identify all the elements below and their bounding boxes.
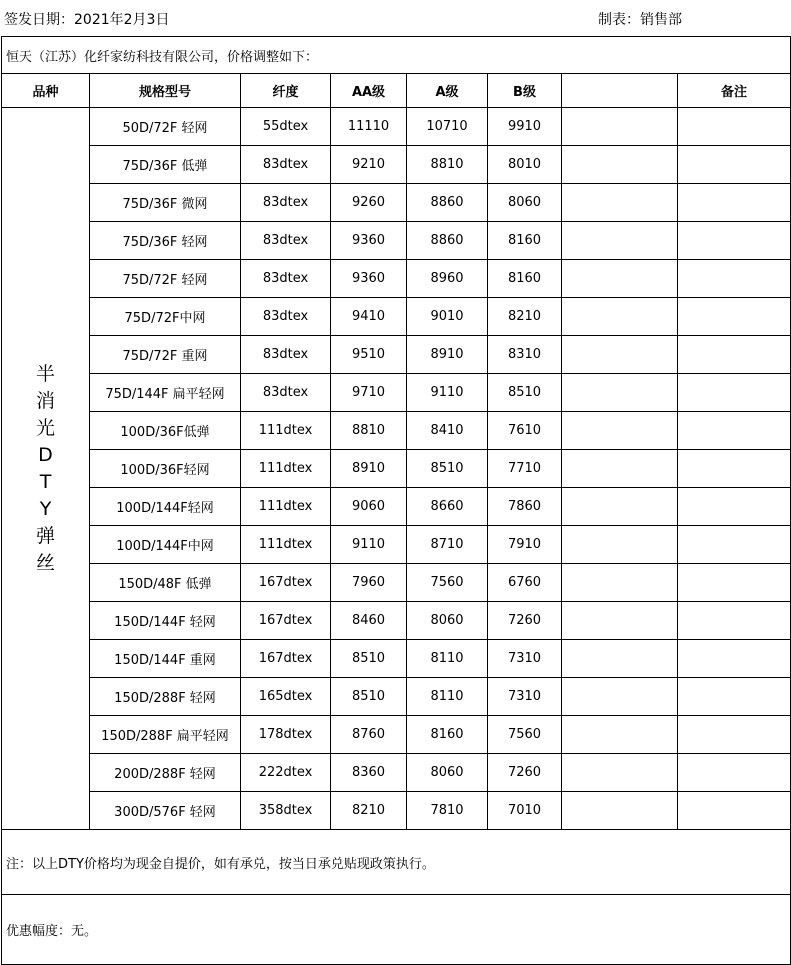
b-price-cell: 7310 [488, 678, 562, 716]
denier-cell: 111dtex [241, 412, 331, 450]
table-row [2, 526, 791, 564]
table-row [2, 678, 791, 716]
blank-cell [562, 146, 678, 184]
blank-cell [562, 678, 678, 716]
aa-price-cell: 9410 [331, 298, 407, 336]
spec-cell: 75D/72F 重网 [90, 336, 241, 374]
table-row [2, 374, 791, 412]
blank-cell [562, 716, 678, 754]
remarks-cell [678, 450, 791, 488]
aa-price-cell: 9260 [331, 184, 407, 222]
table-row [2, 640, 791, 678]
b-price-cell: 7610 [488, 412, 562, 450]
table-row [2, 336, 791, 374]
col-header-spec: 规格型号 [90, 74, 241, 108]
denier-cell: 111dtex [241, 450, 331, 488]
table-row [2, 488, 791, 526]
remarks-cell [678, 678, 791, 716]
variety-char: 弹 [35, 524, 55, 547]
variety-char: 半 [35, 362, 55, 385]
aa-price-cell: 9510 [331, 336, 407, 374]
variety-char: T [39, 470, 52, 493]
b-price-cell: 8160 [488, 222, 562, 260]
denier-cell: 83dtex [241, 222, 331, 260]
b-price-cell: 7910 [488, 526, 562, 564]
blank-cell [562, 374, 678, 412]
table-row [2, 412, 791, 450]
aa-price-cell: 9210 [331, 146, 407, 184]
a-price-cell: 8960 [407, 260, 488, 298]
b-price-cell: 8160 [488, 260, 562, 298]
blank-cell [562, 564, 678, 602]
blank-cell [562, 640, 678, 678]
denier-cell: 167dtex [241, 640, 331, 678]
blank-cell [562, 298, 678, 336]
table-row [2, 754, 791, 792]
blank-cell [562, 792, 678, 830]
col-header-denier: 纤度 [241, 74, 331, 108]
b-price-cell: 8310 [488, 336, 562, 374]
b-price-cell: 9910 [488, 108, 562, 146]
remarks-cell [678, 222, 791, 260]
remarks-cell [678, 754, 791, 792]
remarks-cell [678, 184, 791, 222]
table-row [2, 260, 791, 298]
blank-cell [562, 450, 678, 488]
blank-cell [562, 222, 678, 260]
col-header-variety: 品种 [2, 74, 90, 108]
a-price-cell: 8860 [407, 222, 488, 260]
intro-text: 恒天（江苏）化纤家纺科技有限公司，价格调整如下： [2, 37, 791, 74]
denier-cell: 111dtex [241, 488, 331, 526]
spec-cell: 75D/36F 低弹 [90, 146, 241, 184]
a-price-cell: 8710 [407, 526, 488, 564]
aa-price-cell: 8460 [331, 602, 407, 640]
remarks-cell [678, 108, 791, 146]
variety-char: 丝 [35, 551, 55, 574]
blank-cell [562, 488, 678, 526]
denier-cell: 111dtex [241, 526, 331, 564]
blank-cell [562, 412, 678, 450]
spec-cell: 150D/288F 轻网 [90, 678, 241, 716]
a-price-cell: 8110 [407, 678, 488, 716]
a-price-cell: 8160 [407, 716, 488, 754]
header-row [2, 74, 791, 108]
col-header-blank [562, 74, 678, 108]
a-price-cell: 7560 [407, 564, 488, 602]
variety-char: D [38, 443, 53, 466]
blank-cell [562, 602, 678, 640]
aa-price-cell: 11110 [331, 108, 407, 146]
spec-cell: 75D/72F中网 [90, 298, 241, 336]
denier-cell: 165dtex [241, 678, 331, 716]
b-price-cell: 8060 [488, 184, 562, 222]
b-price-cell: 7260 [488, 754, 562, 792]
a-price-cell: 8660 [407, 488, 488, 526]
denier-cell: 83dtex [241, 260, 331, 298]
b-price-cell: 8510 [488, 374, 562, 412]
spec-cell: 150D/144F 重网 [90, 640, 241, 678]
table-row [2, 716, 791, 754]
table-row [2, 450, 791, 488]
spec-cell: 100D/144F轻网 [90, 488, 241, 526]
aa-price-cell: 9360 [331, 222, 407, 260]
b-price-cell: 8010 [488, 146, 562, 184]
variety-char: 光 [35, 416, 55, 439]
remarks-cell [678, 260, 791, 298]
remarks-cell [678, 412, 791, 450]
denier-cell: 83dtex [241, 146, 331, 184]
a-price-cell: 8110 [407, 640, 488, 678]
remarks-cell [678, 602, 791, 640]
col-header-aa: AA级 [331, 74, 407, 108]
aa-price-cell: 8910 [331, 450, 407, 488]
a-price-cell: 10710 [407, 108, 488, 146]
aa-price-cell: 8360 [331, 754, 407, 792]
aa-price-cell: 9060 [331, 488, 407, 526]
denier-cell: 55dtex [241, 108, 331, 146]
aa-price-cell: 8210 [331, 792, 407, 830]
remarks-cell [678, 298, 791, 336]
issue-date: 签发日期：2021年2月3日 [4, 12, 170, 28]
spec-cell: 300D/576F 轻网 [90, 792, 241, 830]
denier-cell: 83dtex [241, 184, 331, 222]
blank-cell [562, 526, 678, 564]
aa-price-cell: 8810 [331, 412, 407, 450]
spec-cell: 100D/144F中网 [90, 526, 241, 564]
note-row [2, 830, 791, 895]
aa-price-cell: 8760 [331, 716, 407, 754]
b-price-cell: 7310 [488, 640, 562, 678]
col-header-a: A级 [407, 74, 488, 108]
remarks-cell [678, 488, 791, 526]
remarks-cell [678, 526, 791, 564]
col-header-b: B级 [488, 74, 562, 108]
spec-cell: 150D/144F 轻网 [90, 602, 241, 640]
table-row [2, 564, 791, 602]
spec-cell: 100D/36F轻网 [90, 450, 241, 488]
table-row [2, 298, 791, 336]
col-header-remarks: 备注 [678, 74, 791, 108]
aa-price-cell: 9110 [331, 526, 407, 564]
variety-cell [2, 108, 90, 830]
variety-char: Y [39, 497, 52, 520]
table-row [2, 146, 791, 184]
spec-cell: 150D/48F 低弹 [90, 564, 241, 602]
denier-cell: 83dtex [241, 336, 331, 374]
remarks-cell [678, 640, 791, 678]
table-row [2, 792, 791, 830]
blank-cell [562, 184, 678, 222]
denier-cell: 83dtex [241, 374, 331, 412]
a-price-cell: 8810 [407, 146, 488, 184]
b-price-cell: 7010 [488, 792, 562, 830]
note-text: 注：以上DTY价格均为现金自提价，如有承兑，按当日承兑贴现政策执行。 [2, 830, 791, 895]
b-price-cell: 7710 [488, 450, 562, 488]
aa-price-cell: 9710 [331, 374, 407, 412]
a-price-cell: 8060 [407, 602, 488, 640]
table-row [2, 108, 791, 146]
a-price-cell: 8910 [407, 336, 488, 374]
a-price-cell: 9010 [407, 298, 488, 336]
remarks-cell [678, 336, 791, 374]
b-price-cell: 7260 [488, 602, 562, 640]
remarks-cell [678, 716, 791, 754]
remarks-cell [678, 146, 791, 184]
remarks-cell [678, 374, 791, 412]
blank-cell [562, 108, 678, 146]
variety-char: 消 [35, 389, 55, 412]
table-row [2, 602, 791, 640]
spec-cell: 150D/288F 扁平轻网 [90, 716, 241, 754]
aa-price-cell: 8510 [331, 678, 407, 716]
b-price-cell: 6760 [488, 564, 562, 602]
denier-cell: 83dtex [241, 298, 331, 336]
b-price-cell: 7860 [488, 488, 562, 526]
denier-cell: 178dtex [241, 716, 331, 754]
table-row [2, 184, 791, 222]
discount-text: 优惠幅度：无。 [2, 895, 791, 965]
spec-cell: 75D/72F 轻网 [90, 260, 241, 298]
denier-cell: 167dtex [241, 564, 331, 602]
blank-cell [562, 336, 678, 374]
denier-cell: 222dtex [241, 754, 331, 792]
intro-row [2, 37, 791, 74]
blank-cell [562, 754, 678, 792]
remarks-cell [678, 564, 791, 602]
prepared-by: 制表：销售部 [598, 12, 682, 28]
discount-row [2, 895, 791, 965]
a-price-cell: 8410 [407, 412, 488, 450]
aa-price-cell: 7960 [331, 564, 407, 602]
a-price-cell: 7810 [407, 792, 488, 830]
remarks-cell [678, 792, 791, 830]
a-price-cell: 8060 [407, 754, 488, 792]
document-header [0, 0, 791, 36]
spec-cell: 75D/144F 扁平轻网 [90, 374, 241, 412]
a-price-cell: 8510 [407, 450, 488, 488]
price-table [1, 36, 791, 965]
a-price-cell: 8860 [407, 184, 488, 222]
blank-cell [562, 260, 678, 298]
b-price-cell: 8210 [488, 298, 562, 336]
spec-cell: 100D/36F低弹 [90, 412, 241, 450]
aa-price-cell: 8510 [331, 640, 407, 678]
spec-cell: 75D/36F 轻网 [90, 222, 241, 260]
denier-cell: 358dtex [241, 792, 331, 830]
spec-cell: 75D/36F 微网 [90, 184, 241, 222]
table-row [2, 222, 791, 260]
spec-cell: 50D/72F 轻网 [90, 108, 241, 146]
denier-cell: 167dtex [241, 602, 331, 640]
spec-cell: 200D/288F 轻网 [90, 754, 241, 792]
b-price-cell: 7560 [488, 716, 562, 754]
aa-price-cell: 9360 [331, 260, 407, 298]
a-price-cell: 9110 [407, 374, 488, 412]
